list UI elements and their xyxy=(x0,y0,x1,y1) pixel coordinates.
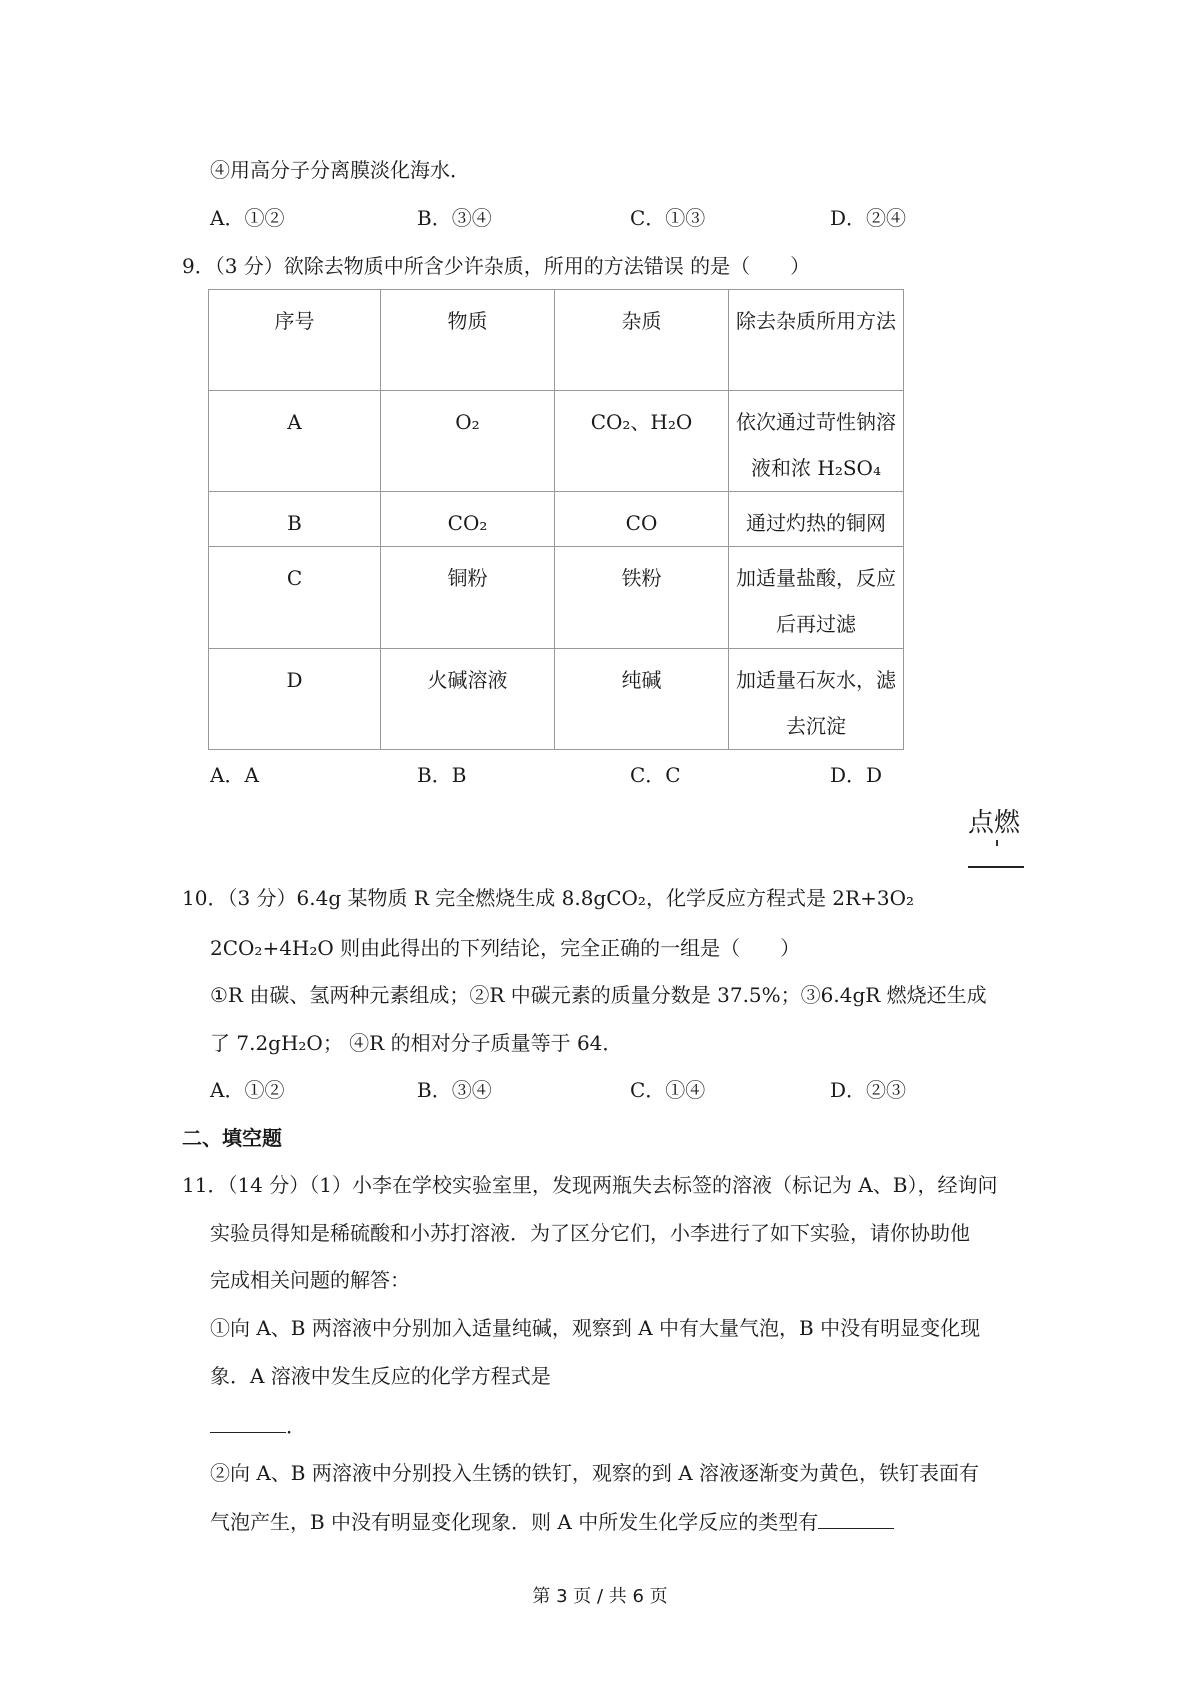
q9-option-c: C．C xyxy=(630,763,681,787)
cell-id: C xyxy=(209,547,381,649)
cell-method: 加适量石灰水，滤去沉淀 xyxy=(729,649,904,750)
q9-options xyxy=(210,761,930,789)
q10-line3: ①R 由碳、氢两种元素组成；②R 中碳元素的质量分数是 37.5%；③6.4gR 燃烧还生成 xyxy=(210,983,987,1007)
q8-option-d: D．②④ xyxy=(830,206,907,230)
q11-line8: 气泡产生，B 中没有明显变化现象．则 A 中所发生化学反应的类型有 xyxy=(210,1510,819,1534)
q9-stem: 9．（3 分）欲除去物质中所含少许杂质，所用的方法错误 的是（ ） xyxy=(182,254,811,278)
cell-substance: 铜粉 xyxy=(381,547,555,649)
q11-line8-wrap xyxy=(210,1508,894,1536)
cell-impurity: 铁粉 xyxy=(555,547,729,649)
q8-item4: ④用高分子分离膜淡化海水． xyxy=(210,158,470,182)
header-cell: 杂质 xyxy=(555,290,729,391)
q10-option-c: C．①④ xyxy=(630,1078,706,1102)
answer-blank[interactable] xyxy=(818,1508,894,1529)
q11-line1: 11．（14 分）（1）小李在学校实验室里，发现两瓶失去标签的溶液（标记为 A、B），经询问 xyxy=(182,1173,998,1197)
cell-substance: CO₂ xyxy=(381,492,555,547)
reaction-arrow-line xyxy=(968,866,1024,868)
q9-table xyxy=(208,289,904,750)
reaction-condition-label: 点燃 xyxy=(968,808,1021,838)
cell-substance: 火碱溶液 xyxy=(381,649,555,750)
table-row xyxy=(209,492,904,547)
cell-method: 加适量盐酸，反应后再过滤 xyxy=(729,547,904,649)
header-cell: 物质 xyxy=(381,290,555,391)
q10-options xyxy=(210,1076,930,1104)
q8-option-b: B．③④ xyxy=(417,206,492,230)
q10-line4: 了 7.2gH₂O； ④R 的相对分子质量等于 64． xyxy=(210,1031,623,1055)
cell-impurity: 纯碱 xyxy=(555,649,729,750)
q10-option-a: A．①② xyxy=(210,1078,285,1102)
cell-impurity: CO xyxy=(555,492,729,547)
q10-line2: 2CO₂+4H₂O 则由此得出的下列结论，完全正确的一组是（ ） xyxy=(210,936,801,960)
q9-option-a: A．A xyxy=(210,763,259,787)
header-cell: 序号 xyxy=(209,290,381,391)
answer-blank[interactable] xyxy=(210,1412,286,1433)
header-cell: 除去杂质所用方法 xyxy=(729,290,904,391)
q11-line7: ②向 A、B 两溶液中分别投入生锈的铁钉，观察的到 A 溶液逐渐变为黄色，铁钉表面有 xyxy=(210,1461,980,1485)
cell-method: 依次通过苛性钠溶液和浓 H₂SO₄ xyxy=(729,391,904,492)
q11-line2: 实验员得知是稀硫酸和小苏打溶液．为了区分它们，小李进行了如下实验，请你协助他 xyxy=(210,1221,970,1245)
table-header-row xyxy=(209,290,904,391)
cell-id: B xyxy=(209,492,381,547)
cell-id: A xyxy=(209,391,381,492)
table-row xyxy=(209,649,904,750)
q8-option-c: C．①③ xyxy=(630,206,706,230)
q8-option-a: A．①② xyxy=(210,206,285,230)
q11-answer-line xyxy=(210,1412,306,1440)
table-row xyxy=(209,547,904,649)
q10-option-d: D．②③ xyxy=(830,1078,907,1102)
q11-line3: 完成相关问题的解答： xyxy=(210,1268,410,1292)
cell-impurity: CO₂、H₂O xyxy=(555,391,729,492)
q11-line6-suffix: ． xyxy=(286,1414,306,1438)
q10-option-b: B．③④ xyxy=(417,1078,492,1102)
q8-options xyxy=(210,204,930,232)
q9-option-d: D．D xyxy=(830,763,883,787)
section-heading: 二、填空题 xyxy=(182,1126,282,1150)
cell-substance: O₂ xyxy=(381,391,555,492)
q11-line4: ①向 A、B 两溶液中分别加入适量纯碱，观察到 A 中有大量气泡，B 中没有明显变化现 xyxy=(210,1316,981,1340)
reaction-condition-mark xyxy=(996,840,998,846)
cell-id: D xyxy=(209,649,381,750)
q10-line1: 10．（3 分）6.4g 某物质 R 完全燃烧生成 8.8gCO₂，化学反应方程式是 2R+3O₂ xyxy=(182,886,914,910)
page-footer: 第 3 页 / 共 6 页 xyxy=(532,1586,668,1607)
cell-method: 通过灼热的铜网 xyxy=(729,492,904,547)
q11-line5: 象．A 溶液中发生反应的化学方程式是 xyxy=(210,1364,551,1388)
q9-option-b: B．B xyxy=(417,763,467,787)
table-row xyxy=(209,391,904,492)
